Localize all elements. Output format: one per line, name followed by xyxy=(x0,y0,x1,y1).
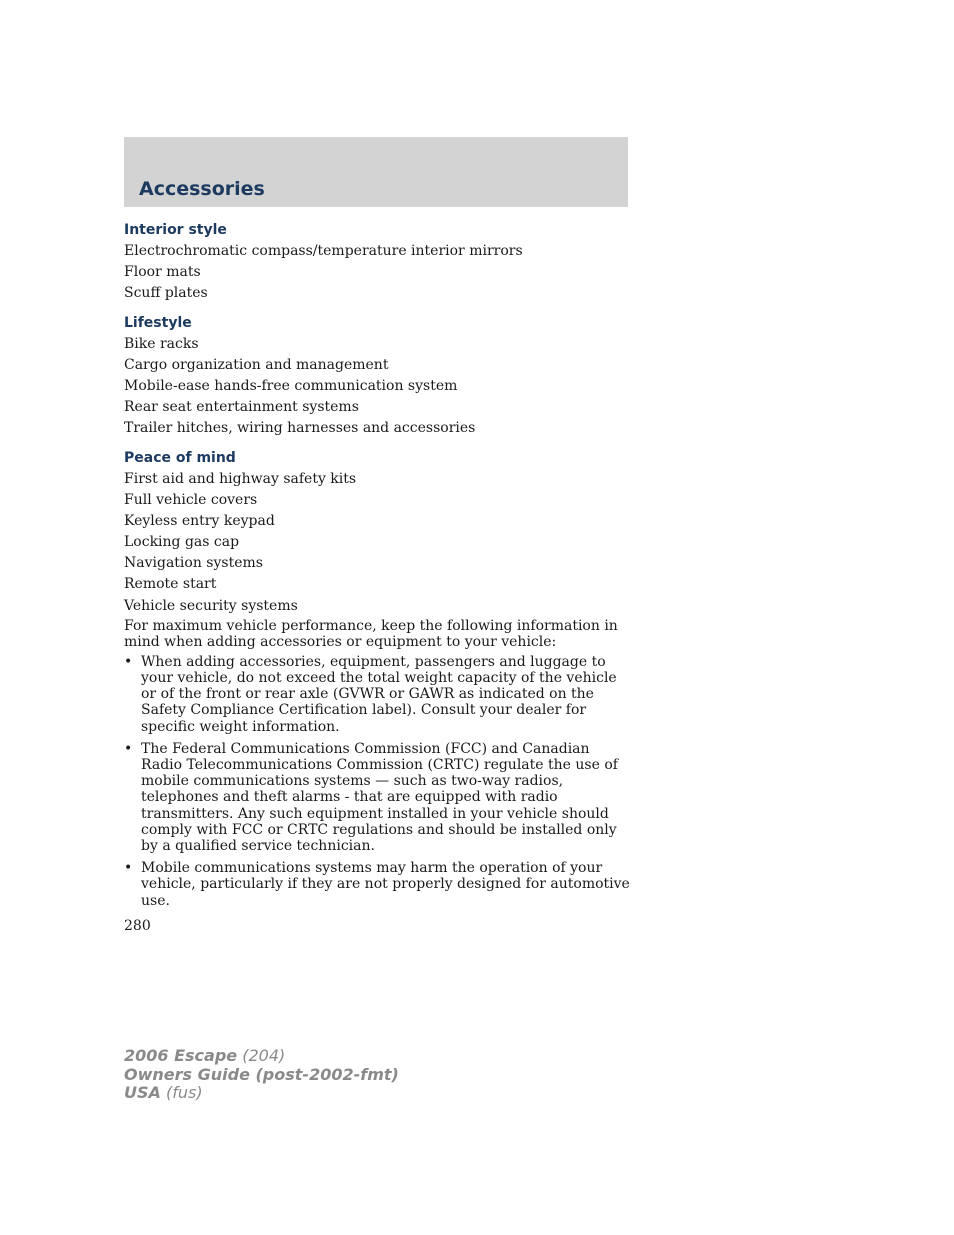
page-content xyxy=(124,220,630,934)
list-item: Locking gas cap xyxy=(124,534,240,551)
bullet-icon: • xyxy=(124,740,133,757)
footer-line-3 xyxy=(124,1084,399,1103)
section-peace-of-mind xyxy=(124,448,630,617)
list-item: Floor mats xyxy=(124,264,201,281)
bullet-icon: • xyxy=(124,860,133,877)
bullet-item xyxy=(124,860,630,909)
footer-market: USA xyxy=(124,1083,161,1102)
page-title: Accessories xyxy=(139,178,265,200)
list-item: Bike racks xyxy=(124,335,199,352)
intro-paragraph: For maximum vehicle performance, keep the following information in mind when adding accessories or equipment to your vehicle: xyxy=(124,617,618,650)
document-footer xyxy=(124,1047,399,1103)
list-item: Trailer hitches, wiring harnesses and accessories xyxy=(124,420,476,437)
bullet-item xyxy=(124,654,630,735)
footer-model-code: (204) xyxy=(237,1046,286,1065)
bullet-icon: • xyxy=(124,653,133,670)
section-heading: Lifestyle xyxy=(124,314,192,331)
list-item: Remote start xyxy=(124,576,217,593)
list-item: First aid and highway safety kits xyxy=(124,470,357,487)
footer-model: 2006 Escape xyxy=(124,1046,238,1065)
footer-line-1 xyxy=(124,1047,399,1066)
list-item: Keyless entry keypad xyxy=(124,512,275,529)
list-item: Mobile-ease hands-free communication system xyxy=(124,377,458,394)
page-number: 280 xyxy=(124,917,151,934)
list-item: Cargo organization and management xyxy=(124,356,389,373)
section-heading: Peace of mind xyxy=(124,449,236,466)
bullet-text: The Federal Communications Commission (FCC) and Canadian Radio Telecommunications Commission (CRTC) regulate the use of mobile communications systems — such as two-way radios, telephones and theft alarms - that are equipped with radio transmitters. Any such equipment installed in your vehicle should comply with FCC or CRTC regulations and should be installed only by a qualified service technician. xyxy=(141,740,618,855)
footer-market-code: (fus) xyxy=(160,1083,203,1102)
section-heading: Interior style xyxy=(124,222,227,238)
bullet-text: When adding accessories, equipment, passengers and luggage to your vehicle, do not exceed the total weight capacity of the vehicle or of the front or rear axle (GVWR or GAWR as indicated on the Safety Compliance Certification label). Consult your dealer for specific weight information. xyxy=(141,653,617,735)
list-item: Navigation systems xyxy=(124,555,263,572)
footer-line-2 xyxy=(124,1066,399,1085)
footer-guide: Owners Guide (post-2002-fmt) xyxy=(124,1064,399,1084)
list-item: Vehicle security systems xyxy=(124,597,298,614)
list-item: Rear seat entertainment systems xyxy=(124,399,359,416)
section-header-band xyxy=(124,137,628,207)
list-item: Electrochromatic compass/temperature interior mirrors xyxy=(124,243,523,259)
section-interior-style xyxy=(124,220,630,305)
section-lifestyle xyxy=(124,313,630,440)
list-item: Scuff plates xyxy=(124,285,208,302)
list-item: Full vehicle covers xyxy=(124,491,258,508)
bullet-list xyxy=(124,654,630,909)
bullet-item xyxy=(124,741,630,854)
bullet-text: Mobile communications systems may harm the operation of your vehicle, particularly if they are not properly designed for automotive use. xyxy=(141,860,630,909)
